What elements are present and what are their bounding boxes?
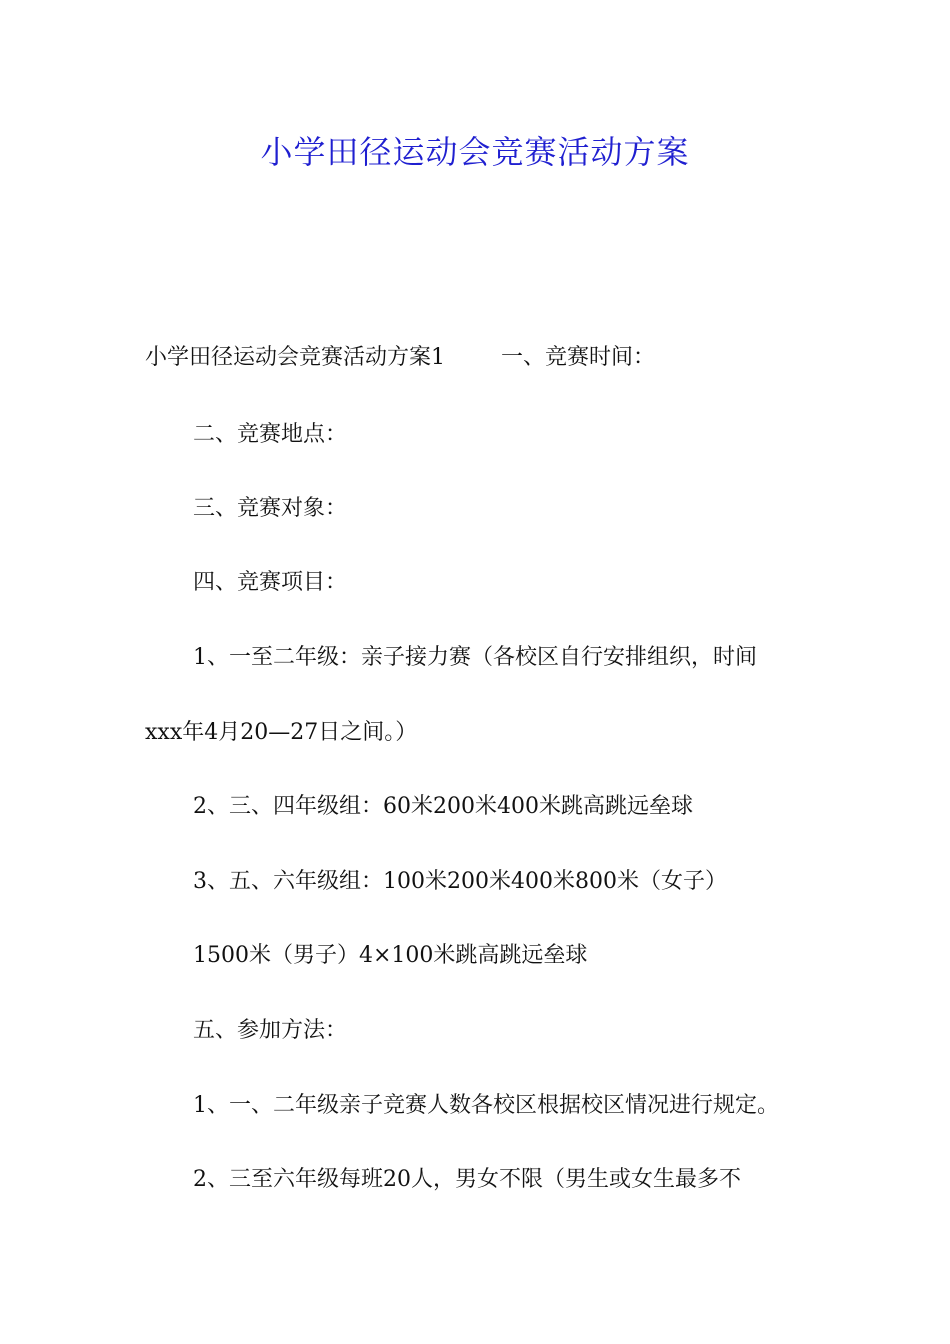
paragraph-line: 3、五、六年级组：100米200米400米800米（女子） [193, 869, 727, 894]
paragraph-line: 2、三、四年级组：60米200米400米跳高跳远垒球 [193, 794, 693, 819]
paragraph-line: 1、一、二年级亲子竞赛人数各校区根据校区情况进行规定。 [193, 1093, 779, 1118]
paragraph-line: 2、三至六年级每班20人，男女不限（男生或女生最多不 [193, 1167, 741, 1192]
paragraph-line: 1、一至二年级：亲子接力赛（各校区自行安排组织，时间 [193, 645, 757, 670]
section-heading-location: 二、竞赛地点： [193, 422, 348, 447]
document-title: 小学田径运动会竞赛活动方案 [260, 133, 690, 171]
section-heading-events: 四、竞赛项目： [193, 570, 348, 595]
heading-first-part: 小学田径运动会竞赛活动方案1 [145, 345, 445, 370]
paragraph-line: 1500米（男子）4×100米跳高跳远垒球 [193, 943, 588, 968]
section-heading-time: 一、竞赛时间： [501, 345, 656, 370]
section-heading-method: 五、参加方法： [193, 1018, 348, 1043]
paragraph-line: xxx年4月20—27日之间。） [145, 720, 418, 745]
paragraph-line [145, 343, 655, 373]
section-heading-participants: 三、竞赛对象： [193, 496, 348, 521]
